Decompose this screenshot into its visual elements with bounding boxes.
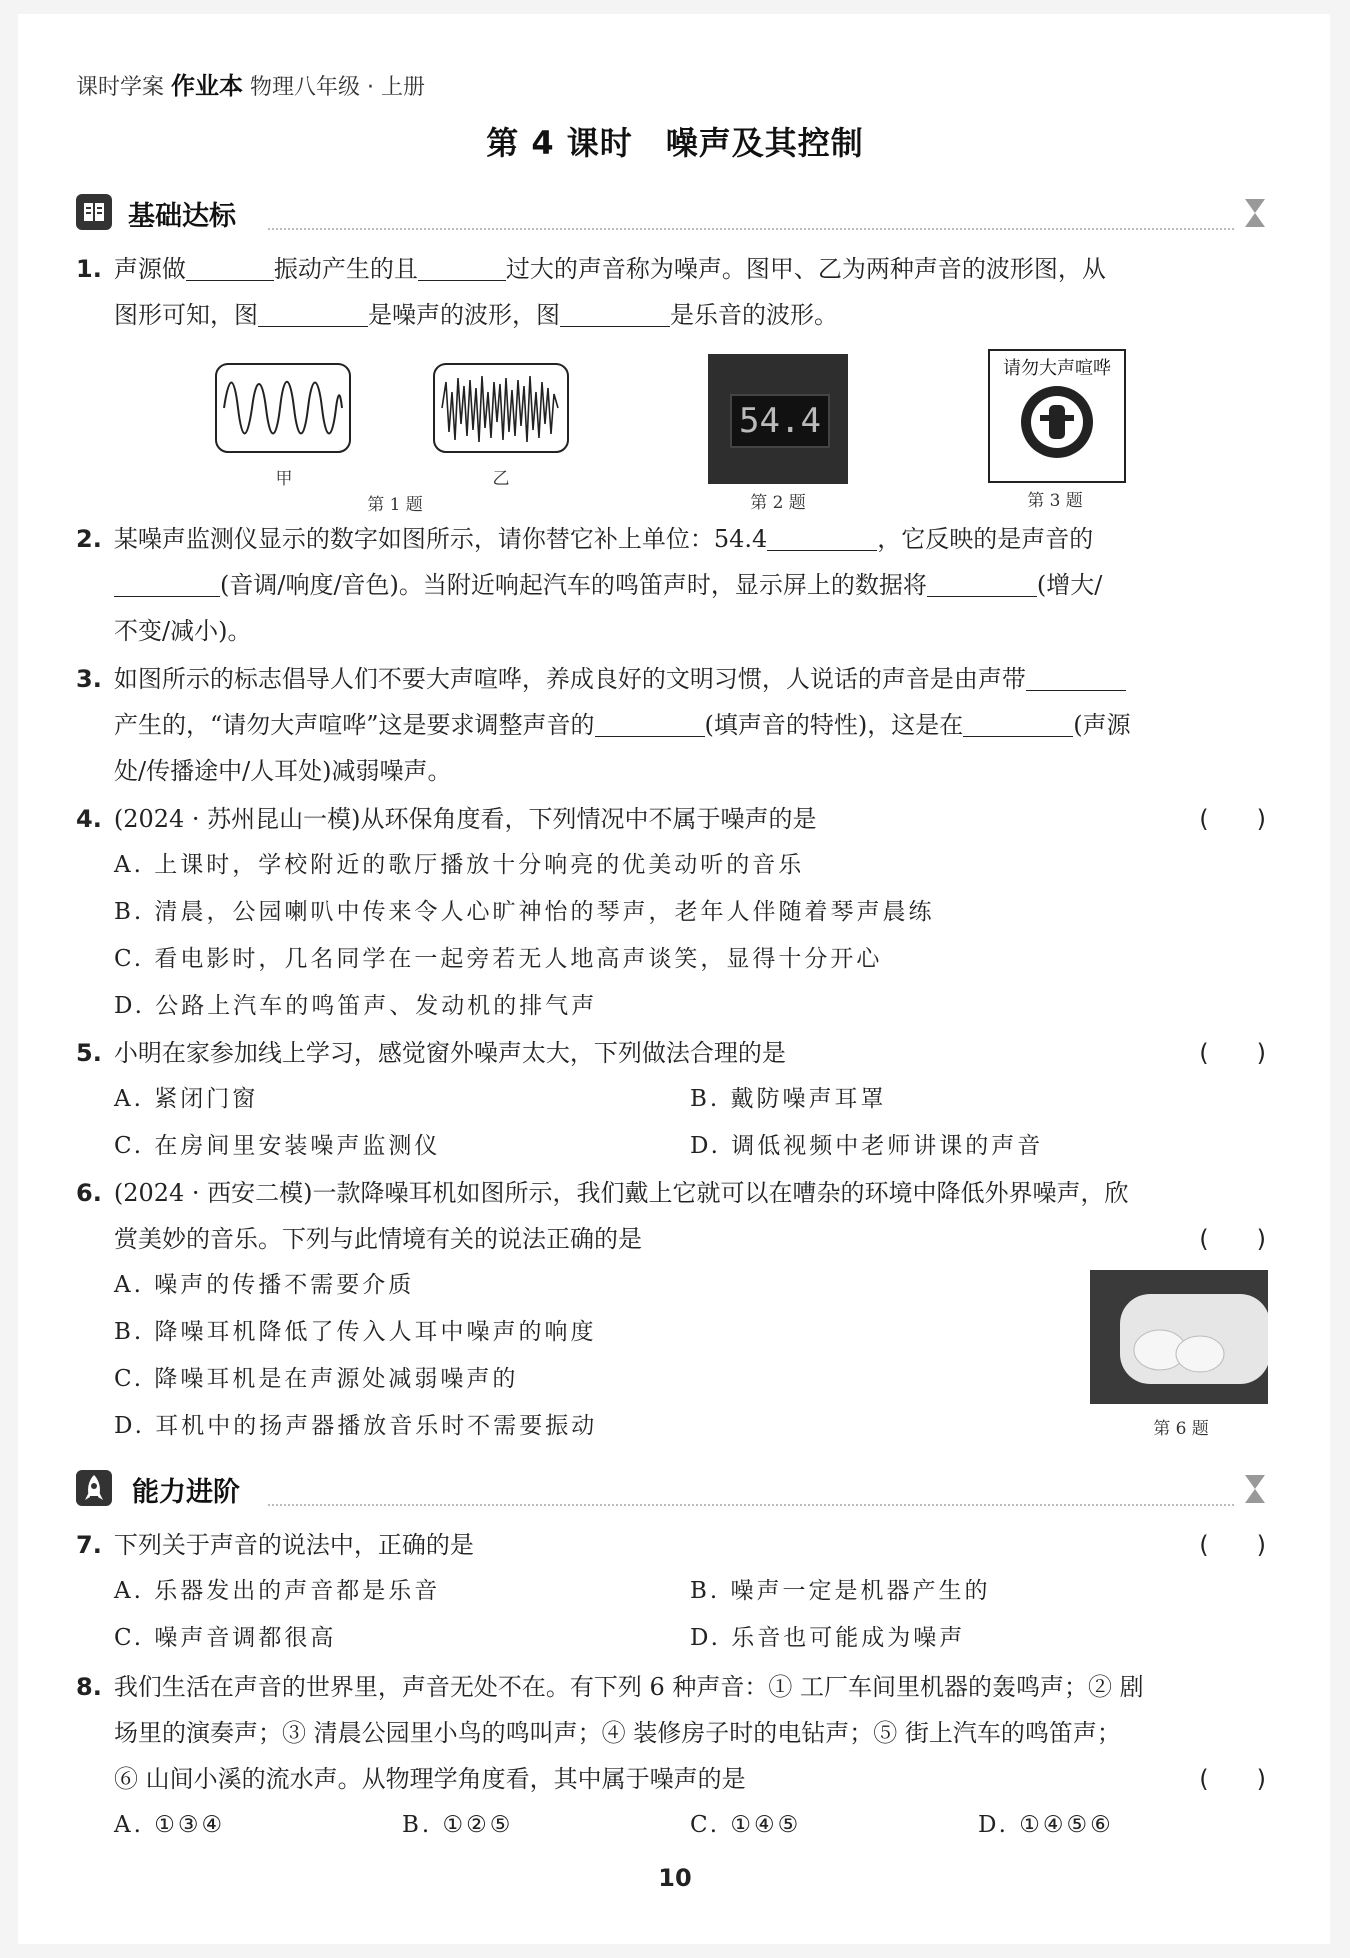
option-c[interactable]: C. ①④⑤ [690,1812,802,1838]
figure-caption: 第 1 题 [367,495,423,515]
question-5 [76,1030,1266,1170]
figure-caption: 第 6 题 [1153,1419,1209,1439]
q2-text: ，它反映的是声音的 [877,525,1094,553]
header-book: 作业本 [171,72,244,100]
q4-stem: (2024 · 苏州昆山一模)从环保角度看，下列情况中不属于噪声的是 [113,805,817,833]
question-number: 1. [76,255,102,283]
answer-parentheses[interactable]: ( ) [1199,1039,1266,1067]
question-2 [76,516,1266,654]
q1-text: 声源做 [113,255,186,283]
question-8 [76,1664,1266,1849]
page-number: 10 [658,1864,692,1892]
option-b[interactable]: B. 噪声一定是机器产生的 [690,1578,991,1604]
noise-meter-photo [708,354,848,484]
option-a[interactable]: A. 乐器发出的声音都是乐音 [114,1578,441,1604]
sign-text: 请勿大声喧哗 [1003,358,1111,379]
option-a[interactable]: A. 上课时，学校附近的歌厅播放十分响亮的优美动听的音乐 [114,852,805,878]
q1-text: 是噪声的波形，图 [368,301,560,329]
question-number: 4. [76,805,102,833]
answer-blank[interactable] [186,256,274,281]
meter-display: 54.4 [730,394,830,448]
q3-text: 处/传播途中/人耳处)减弱噪声。 [114,757,452,785]
waveform-a-label: 甲 [275,469,293,489]
option-b[interactable]: B. 清晨，公园喇叭中传来令人心旷神怡的琴声，老年人伴随着琴声晨练 [114,899,935,925]
question-7 [76,1522,1266,1662]
section-divider [268,228,1234,230]
answer-blank[interactable] [560,302,670,327]
question-number: 5. [76,1039,102,1067]
answer-parentheses[interactable]: ( ) [1199,1531,1266,1559]
answer-blank[interactable] [418,256,506,281]
q2-text: 不变/减小)。 [114,617,252,645]
question-number: 3. [76,665,102,693]
question-4 [76,796,1266,1030]
answer-blank[interactable] [927,572,1037,597]
question-number: 8. [76,1673,102,1701]
q2-text: (增大/ [1036,571,1103,599]
option-d[interactable]: D. 耳机中的扬声器播放音乐时不需要振动 [114,1413,598,1439]
q6-stem: 赏美妙的音乐。下列与此情境有关的说法正确的是 [114,1225,642,1253]
section-basic-title: 基础达标 [128,201,236,232]
option-b[interactable]: B. 降噪耳机降低了传入人耳中噪声的响度 [114,1319,597,1345]
answer-parentheses[interactable]: ( ) [1199,805,1266,833]
option-a[interactable]: A. ①③④ [114,1812,226,1838]
header-subject: 物理八年级 · 上册 [250,75,425,100]
option-a[interactable]: A. 紧闭门窗 [114,1086,259,1112]
option-c[interactable]: C. 降噪耳机是在声源处减弱噪声的 [114,1366,519,1392]
q5-stem: 小明在家参加线上学习，感觉窗外噪声太大，下列做法合理的是 [113,1039,786,1067]
question-number: 2. [76,525,102,553]
quiet-sign [988,349,1126,483]
q6-stem: (2024 · 西安二模)一款降噪耳机如图所示，我们戴上它就可以在嘈杂的环境中降低外界噪声，欣 [113,1179,1129,1207]
waveform-b-label: 乙 [492,469,510,489]
answer-blank[interactable] [767,526,877,551]
figure-caption: 第 3 题 [1027,491,1083,511]
answer-blank[interactable] [963,712,1073,737]
book-icon [76,194,112,230]
question-number: 7. [76,1531,102,1559]
answer-blank[interactable] [595,712,705,737]
book-header [76,66,425,101]
answer-blank[interactable] [1026,666,1126,691]
lesson-title: 第 4 课时 噪声及其控制 [486,124,864,162]
option-d[interactable]: D. ①④⑤⑥ [978,1812,1114,1838]
option-b[interactable]: B. 戴防噪声耳罩 [690,1086,887,1112]
figure-caption: 第 2 题 [750,493,806,513]
question-6 [76,1170,1266,1450]
option-d[interactable]: D. 乐音也可能成为噪声 [690,1625,966,1651]
option-d[interactable]: D. 公路上汽车的鸣笛声、发动机的排气声 [114,993,598,1019]
q1-text: 是乐音的波形。 [670,301,838,329]
question-3 [76,656,1266,794]
q8-stem: 我们生活在声音的世界里，声音无处不在。有下列 6 种声音：① 工厂车间里机器的轰鸣声；② 剧 [113,1673,1144,1701]
question-1 [76,246,1266,338]
option-b[interactable]: B. ①②⑤ [402,1812,514,1838]
q8-stem: 场里的演奏声；③ 清晨公园里小鸟的鸣叫声；④ 装修房子时的电钻声；⑤ 街上汽车的鸣笛声； [114,1719,1121,1747]
q1-text: 振动产生的且 [273,255,418,283]
answer-blank[interactable] [258,302,368,327]
q2-text: (音调/响度/音色)。当附近响起汽车的鸣笛声时，显示屏上的数据将 [220,571,927,599]
section-advanced-title: 能力进阶 [132,1477,240,1508]
hourglass-icon [1242,1472,1268,1510]
q1-text: 图形可知，图 [114,301,258,329]
header-series: 课时学案 [76,75,165,100]
answer-parentheses[interactable]: ( ) [1199,1765,1266,1793]
q3-text: 产生的，“请勿大声喧哗”这是要求调整声音的 [114,711,595,739]
option-d[interactable]: D. 调低视频中老师讲课的声音 [690,1133,1044,1159]
q7-stem: 下列关于声音的说法中，正确的是 [113,1531,474,1559]
option-c[interactable]: C. 在房间里安装噪声监测仪 [114,1133,441,1159]
q2-text: 某噪声监测仪显示的数字如图所示，请你替它补上单位：54.4 [113,525,768,553]
answer-blank[interactable] [114,572,220,597]
hourglass-icon [1242,196,1268,234]
earphone-photo [1090,1270,1268,1404]
q8-stem: ⑥ 山间小溪的流水声。从物理学角度看，其中属于噪声的是 [114,1765,746,1793]
option-c[interactable]: C. 看电影时，几名同学在一起旁若无人地高声谈笑，显得十分开心 [114,946,883,972]
q3-text: (声源 [1073,711,1131,739]
section-divider [268,1504,1234,1506]
question-number: 6. [76,1179,102,1207]
rocket-icon [76,1470,112,1506]
waveform-a-figure [214,362,352,458]
q3-text: (填声音的特性)，这是在 [704,711,964,739]
q3-text: 如图所示的标志倡导人们不要大声喧哗，养成良好的文明习惯，人说话的声音是由声带 [113,665,1026,693]
option-a[interactable]: A. 噪声的传播不需要介质 [114,1272,415,1298]
waveform-b-figure [432,362,570,458]
silence-icon [1018,383,1096,461]
option-c[interactable]: C. 噪声音调都很高 [114,1625,337,1651]
q1-text: 过大的声音称为噪声。图甲、乙为两种声音的波形图，从 [505,255,1106,283]
answer-parentheses[interactable]: ( ) [1199,1225,1266,1253]
